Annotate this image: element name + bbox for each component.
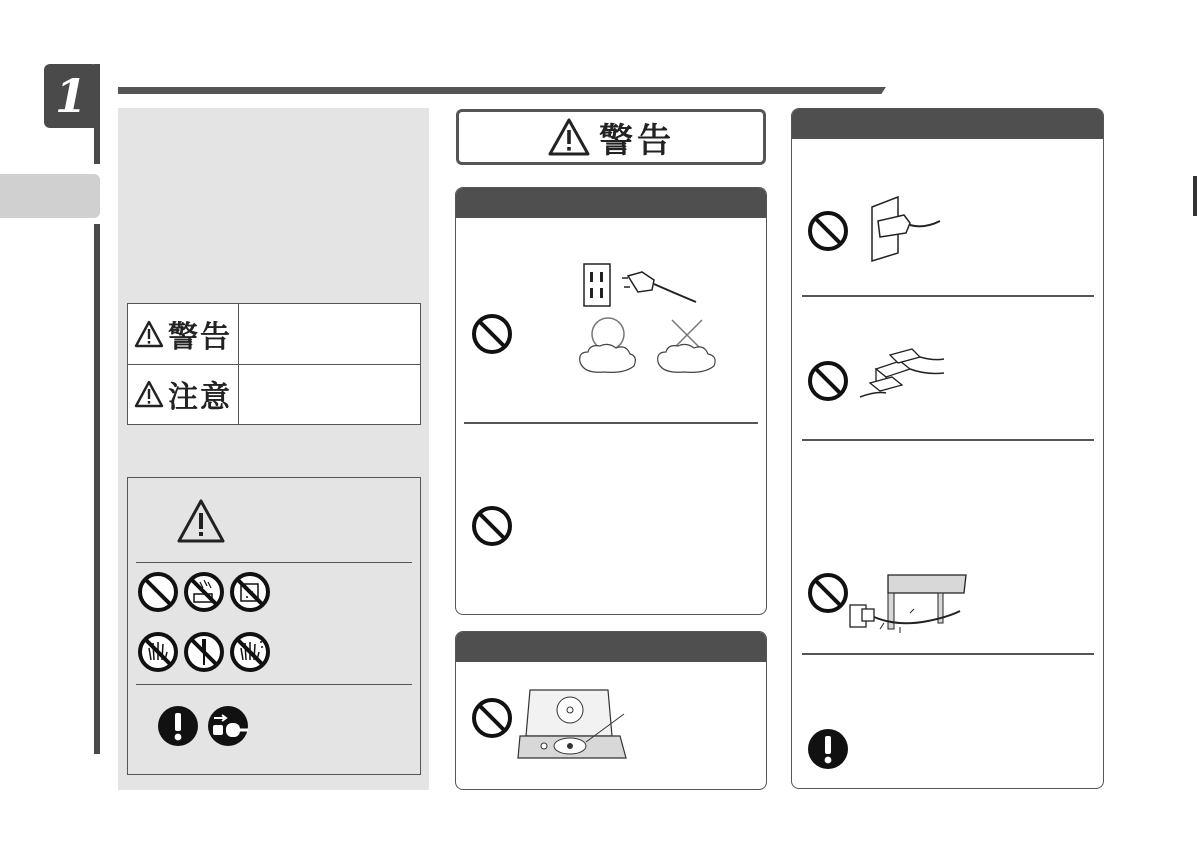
prohibited-icon — [470, 696, 514, 740]
alert-triangle-icon — [134, 320, 164, 348]
no-disassemble-icon — [182, 630, 226, 674]
legend-caution-label: 注意 — [168, 380, 232, 415]
prohibited-icon — [806, 209, 850, 253]
device-open-lid-illustration — [516, 684, 634, 768]
legend-warning-label: 警告 — [168, 320, 232, 355]
mandatory-icon — [806, 727, 850, 771]
chapter-side-bar-lower — [94, 224, 100, 754]
prohibited-icon — [470, 312, 514, 356]
no-water-icon — [182, 570, 226, 614]
alert-triangle-icon — [547, 117, 591, 157]
header-rule — [118, 87, 886, 94]
warning-heading-label: 警告 — [599, 120, 675, 161]
alert-triangle-icon — [134, 380, 164, 408]
symbol-divider — [136, 562, 412, 563]
cord-under-furniture-illustration — [848, 571, 968, 637]
section-header-bar — [792, 109, 1103, 139]
plug-inserted-illustration — [870, 193, 942, 265]
prohibited-icon — [470, 504, 514, 548]
symbol-legend-box — [127, 477, 421, 775]
legend-row-warning — [128, 304, 420, 365]
outlet-plug-illustration — [582, 262, 702, 312]
prohibited-icon — [136, 570, 180, 614]
cross-mark-icon — [652, 316, 722, 376]
section-header-bar — [456, 188, 766, 218]
section-divider — [802, 295, 1094, 297]
warning-section-disc — [455, 631, 767, 790]
legend-row-caution — [128, 364, 420, 424]
stacked-adapters-illustration — [856, 347, 946, 405]
symbol-divider — [136, 684, 412, 685]
section-divider — [802, 439, 1094, 441]
prohibited-icon — [806, 571, 850, 615]
section-header-bar — [456, 632, 766, 662]
no-touch-icon — [136, 630, 180, 674]
no-wet-hands-icon — [228, 630, 272, 674]
section-divider — [464, 422, 758, 424]
no-wet-place-icon — [228, 570, 272, 614]
page-edge-mark — [1193, 176, 1197, 216]
prohibited-icon — [806, 359, 850, 403]
legend-table — [127, 303, 421, 425]
alert-triangle-icon — [176, 498, 226, 544]
warning-section-power — [455, 187, 767, 615]
chapter-side-bar — [94, 64, 100, 164]
warning-section-cords — [791, 108, 1104, 789]
mandatory-icon — [156, 704, 200, 748]
chapter-number-tab: 1 — [44, 64, 98, 128]
chapter-index-tab — [0, 174, 100, 218]
unplug-icon — [206, 704, 250, 748]
section-divider — [802, 653, 1094, 655]
warning-heading — [456, 109, 766, 165]
circle-mark-icon — [574, 316, 638, 376]
